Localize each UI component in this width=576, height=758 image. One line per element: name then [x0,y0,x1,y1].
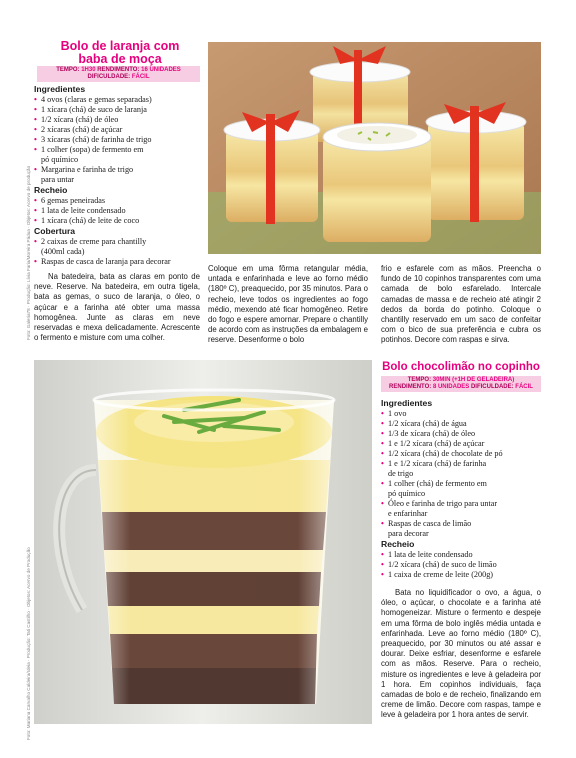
ingredient-item: • 1 e 1/2 xícara (chá) de farinha [381,459,541,469]
time-label: TEMPO: [407,377,432,383]
ingredient-item: para untar [41,175,74,184]
ingredient-item: • 1/2 xícara (chá) de óleo [34,115,204,125]
ingredient-item: • 1 lata de leite condensado [381,550,541,560]
time-value: 30MIN (+1H DE GELADEIRA) [432,377,515,383]
difficulty-value: FÁCIL [131,74,150,80]
yield-label: RENDIMENTO: [389,384,432,390]
ingredient-item: • Óleo e farinha de trigo para untar [381,499,541,509]
difficulty-label: DIFICULDADE: [87,74,131,80]
ingredient-item: • Margarina e farinha de trigo [34,165,204,175]
recipe1-title-line1: Bolo de laranja com [60,39,180,53]
recipe2-meta-row1 [381,377,541,384]
ingredient-item: • 1/3 de xícara (chá) de óleo [381,429,541,439]
recipe2-method: Bata no liquidificador o ovo, a água, o óleo, o açúcar, o chocolate e a farinha até homogeneizar. Misture o fermento e despeje em uma fôrma de bolo inglês média untada e enfarinhada. Leve ao forno médio (180º C), preaquecido, por 30 minutos ou até assar e dourar. Deixe esfriar, desenforme e esfarele com as mãos. Reserve. Para o recheio, misture os ingredientes e leve à geladeira por 1 hora. Em copinhos individuais, faça camadas de bolo e de recheio, finalizando em creme de limão. Decore com raspas, tampe e leve à geladeira por 1 hora antes de servir. [381,588,541,720]
ingredient-item: • 2 xícaras (chá) de açúcar [34,125,204,135]
time-value: 1H30 [81,67,96,73]
ingredient-item: • 6 gemas peneiradas [34,196,204,206]
recipe1-title [40,40,200,66]
ingredient-item: • 1/2 xícara (chá) de água [381,419,541,429]
recipe2-title: Bolo chocolimão no copinho [382,361,540,373]
section-heading: Ingredientes [381,398,433,408]
recipe1-title-line2: baba de moça [78,52,162,66]
recipe1-method-col1: Na batedeira, bata as claras em ponto de neve. Reserve. Na batedeira, em outra tigela, bata as gemas, o suco de laranja, o óleo, o açúcar e a farinha até obter uma massa homogênea. Junte as claras em neve reservadas e mexa delicadamente. Acrescente o fermento e misture com uma colher. [34,272,200,343]
yield-value: 8 UNIDADES [432,384,470,390]
recipe1-method-col2: Coloque em uma fôrma retangular média, untada e enfarinhada e leve ao forno médio (180º C), preaquecido, por 35 minutos. Para o recheio, leve todos os ingredientes ao fogo médio, mexendo até ficar homogêneo. Retire do fogo e espere amornar. Prepare o chantilly de acordo com as instruções da embalagem e reserve. Desenforme o bolo [208,264,368,345]
ingredient-item: • 1 ovo [381,409,541,419]
section-heading: Recheio [34,185,68,195]
recipe1-meta-row2 [37,74,200,81]
orange-cake-cups-photo [208,42,541,254]
recipe1-meta-row1 [37,67,200,74]
ingredient-item: para decorar [388,529,429,538]
ingredient-item: • 1 e 1/2 xícara (chá) de açúcar [381,439,541,449]
ingredient-item: pó químico [41,155,79,164]
recipe2-photo-credit: Foto: Mariana Carvalho Caldeira/Ideia · Produção: Tati Castilho · Objetos: Acervo de Produção [26,547,31,740]
recipe2-ingredients [381,398,541,580]
section-heading: Ingredientes [34,84,86,94]
ingredient-item: • 1/2 xícara (chá) de suco de limão [381,560,541,570]
recipe2-meta-bar [381,376,541,392]
recipe1-meta-bar [37,66,200,82]
section-heading: Recheio [381,539,415,549]
section-heading: Cobertura [34,226,76,236]
chocolate-lime-cup-illustration [34,360,372,724]
recipe1-photo-credit: Foto: Galeria78 · Produção: Lívia Faria/Moreira Pádua · Objetos: Acervo de produção [26,165,31,340]
ingredient-item: • 1/2 xícara (chá) de chocolate de pó [381,449,541,459]
ingredient-item: • 1 colher (sopa) de fermento em [34,145,204,155]
ingredient-item: • Raspas de casca de limão [381,519,541,529]
time-label: TEMPO: [56,67,80,73]
ingredient-item: (400ml cada) [41,247,85,256]
yield-value: 16 UNIDADES [141,67,181,73]
ingredient-item: • Raspas de casca de laranja para decorar [34,257,204,267]
ingredient-item: • 1 xícara (chá) de suco de laranja [34,105,204,115]
recipe1-method-col3: frio e esfarele com as mãos. Preencha o fundo de 10 copinhos transparentes com uma camada de bolo esfarelado. Intercale camadas de massa e de recheio até atingir 2 dedos da borda do potinho. Coloque o chantilly reservado em um saco de confeitar com o bico de sua preferência e cubra os potinhos. Decore com raspas e sirva. [381,264,541,345]
difficulty-label: DIFICULDADE: [470,384,514,390]
chocolate-lime-cup-photo [34,360,372,724]
ingredient-item: pó químico [388,489,426,498]
ingredient-item: • 1 colher (chá) de fermento em [381,479,541,489]
ingredient-item: de trigo [388,469,414,478]
ingredient-item: • 1 lata de leite condensado [34,206,204,216]
difficulty-value: FÁCIL [515,384,533,390]
orange-cake-cups-illustration [208,42,541,254]
ingredient-item: • 4 ovos (claras e gemas separadas) [34,95,204,105]
yield-label: RENDIMENTO: [97,67,140,73]
ingredient-item: • 3 xícaras (chá) de farinha de trigo [34,135,204,145]
recipe2-meta-row2 [381,384,541,391]
ingredient-item: • 1 caixa de creme de leite (200g) [381,570,541,580]
ingredient-item: • 1 xícara (chá) de leite de coco [34,216,204,226]
ingredient-item: e enfarinhar [388,509,428,518]
ingredient-item: • 2 caixas de creme para chantilly [34,237,204,247]
recipe1-ingredients [34,84,204,267]
